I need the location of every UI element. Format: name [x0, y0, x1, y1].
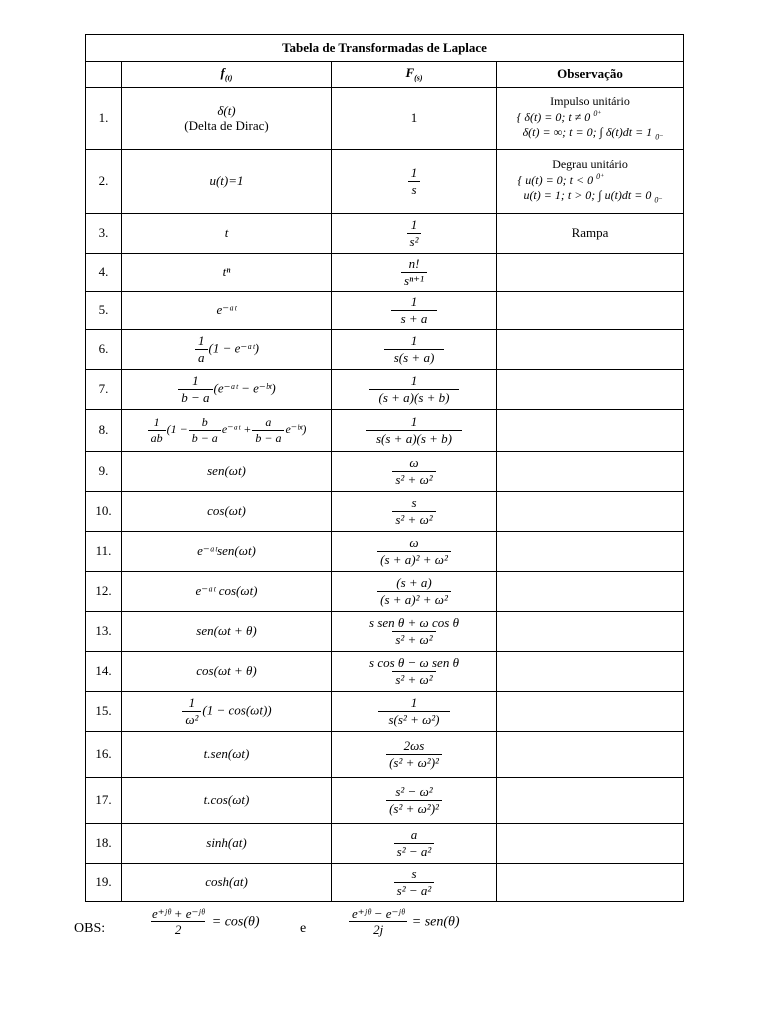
- laplace-table: [85, 34, 684, 902]
- row-number: 17.: [86, 778, 122, 824]
- laplace-transform: $\frac{s}{\text{s² + ω²}}$: [332, 492, 497, 532]
- time-function: $\frac{1}{b - a}$ (e⁻ᵃᵗ − e⁻ᵇᵗ): [122, 370, 332, 410]
- table-row: [86, 864, 684, 902]
- row-number: 12.: [86, 572, 122, 612]
- table-row: [86, 370, 684, 410]
- row-number: 9.: [86, 452, 122, 492]
- row-number: 13.: [86, 612, 122, 652]
- observation: [497, 692, 684, 732]
- table-row: [86, 452, 684, 492]
- observation: Rampa: [497, 214, 684, 254]
- observation: [497, 370, 684, 410]
- time-function: t: [122, 214, 332, 254]
- row-number: 16.: [86, 732, 122, 778]
- time-function: sinh(at): [122, 824, 332, 864]
- laplace-transform: $\frac{1}{s + a}$: [332, 292, 497, 330]
- laplace-transform: $\frac{(s + a)}{\text{(s + a)² + ω²}}$: [332, 572, 497, 612]
- time-function: $\frac{1}{\text{ω²}}$ (1 − cos(ωt)): [122, 692, 332, 732]
- time-function: cosh(at): [122, 864, 332, 902]
- laplace-transform: $\frac{s}{\text{s² − a²}}$: [332, 864, 497, 902]
- obs-footer: [0, 905, 768, 955]
- laplace-transform: $\frac{a}{\text{s² − a²}}$: [332, 824, 497, 864]
- laplace-transform: $\frac{1}{\text{s(s² + ω²)}}$: [332, 692, 497, 732]
- laplace-transform: $\frac{1}{s}$: [332, 150, 497, 214]
- table-row: [86, 692, 684, 732]
- table-row: [86, 572, 684, 612]
- observation: [497, 492, 684, 532]
- row-number: 10.: [86, 492, 122, 532]
- row-number: 7.: [86, 370, 122, 410]
- row-number: 15.: [86, 692, 122, 732]
- header-f: $f_{(t)}$: [122, 62, 332, 88]
- time-function: t.cos(ωt): [122, 778, 332, 824]
- row-number: 4.: [86, 254, 122, 292]
- euler-sen-formula: $\frac{\text{e⁺ʲᶿ − e⁻ʲᶿ}}{2j}$ = sen(θ): [348, 907, 460, 938]
- table-row: [86, 652, 684, 692]
- table-row: [86, 778, 684, 824]
- table-row: [86, 612, 684, 652]
- time-function: cos(ωt): [122, 492, 332, 532]
- header-obs: Observação: [497, 62, 684, 88]
- table-row: [86, 732, 684, 778]
- row-number: 18.: [86, 824, 122, 864]
- table-row: [86, 88, 684, 150]
- laplace-transform: $\frac{\omega}{\text{s² + ω²}}$: [332, 452, 497, 492]
- observation: [497, 572, 684, 612]
- table-row: [86, 150, 684, 214]
- observation: [497, 532, 684, 572]
- laplace-transform: 1: [332, 88, 497, 150]
- time-function: $\frac{1}{a}$ (1 − e⁻ᵃᵗ): [122, 330, 332, 370]
- table-row: [86, 824, 684, 864]
- observation: [497, 452, 684, 492]
- laplace-transform: $\frac{\text{s² − ω²}}{\text{(s² + ω²)²}}$: [332, 778, 497, 824]
- laplace-transform: $\frac{n!}{\text{sⁿ⁺¹}}$: [332, 254, 497, 292]
- row-number: 11.: [86, 532, 122, 572]
- observation: Impulso unitário { δ(t) = 0; t ≠ 0 $^{0^+}$ δ(t) = ∞; t = 0; ∫ δ(t)dt = 1 $_{0^-}$: [497, 88, 684, 150]
- row-number: 6.: [86, 330, 122, 370]
- row-number: 5.: [86, 292, 122, 330]
- observation: [497, 330, 684, 370]
- row-number: 14.: [86, 652, 122, 692]
- observation: Degrau unitário { u(t) = 0; t < 0 $^{0^+}$ u(t) = 1; t > 0; ∫ u(t)dt = 0 $_{0^-}$: [497, 150, 684, 214]
- observation: [497, 292, 684, 330]
- laplace-transform: $\frac{\text{s cos θ − ω sen θ}}{\text{s² + ω²}}$: [332, 652, 497, 692]
- header-number: [86, 62, 122, 88]
- laplace-transform: $\frac{2\omega s}{\text{(s² + ω²)²}}$: [332, 732, 497, 778]
- observation: [497, 778, 684, 824]
- time-function: e⁻ᵃᵗ cos(ωt): [122, 572, 332, 612]
- row-number: 2.: [86, 150, 122, 214]
- euler-cos-formula: $\frac{\text{e⁺ʲᶿ + e⁻ʲᶿ}}{2}$ = cos(θ): [152, 906, 260, 938]
- laplace-transform: $\frac{1}{s(s + a)}$: [332, 330, 497, 370]
- observation: [497, 254, 684, 292]
- observation: [497, 652, 684, 692]
- laplace-transform: $\frac{\omega}{\text{(s + a)² + ω²}}$: [332, 532, 497, 572]
- row-number: 8.: [86, 410, 122, 452]
- time-function: δ(t) (Delta de Dirac): [122, 88, 332, 150]
- obs-label: OBS:: [74, 921, 106, 936]
- obs-connector: e: [300, 921, 307, 936]
- table-row: [86, 532, 684, 572]
- observation: [497, 824, 684, 864]
- table-row: [86, 410, 684, 452]
- row-number: 1.: [86, 88, 122, 150]
- time-function: e⁻ᵃᵗ: [122, 292, 332, 330]
- table-row: [86, 254, 684, 292]
- function-note: (Delta de Dirac): [184, 117, 269, 133]
- observation: [497, 410, 684, 452]
- laplace-transform: $\frac{1}{(s + a)(s + b)}$: [332, 370, 497, 410]
- time-function: tⁿ: [122, 254, 332, 292]
- header-row: [86, 62, 684, 88]
- time-function: t.sen(ωt): [122, 732, 332, 778]
- time-function: u(t)=1: [122, 150, 332, 214]
- time-function: e⁻ᵃᵗsen(ωt): [122, 532, 332, 572]
- row-number: 19.: [86, 864, 122, 902]
- observation: [497, 612, 684, 652]
- table-row: [86, 492, 684, 532]
- time-function: sen(ωt + θ): [122, 612, 332, 652]
- time-function: sen(ωt): [122, 452, 332, 492]
- observation: [497, 732, 684, 778]
- table-row: [86, 292, 684, 330]
- observation: [497, 864, 684, 902]
- row-number: 3.: [86, 214, 122, 254]
- table-title: Tabela de Transformadas de Laplace: [86, 35, 684, 62]
- laplace-transform: $\frac{1}{\text{s²}}$: [332, 214, 497, 254]
- time-function: $\frac{1}{ab}$ (1 − $\frac{b}{b - a}$ e⁻ᵃᵗ + $\frac{a}{b - a}$ e⁻ᵇᵗ): [122, 410, 332, 452]
- laplace-transform: $\frac{\text{s sen θ + ω cos θ}}{\text{s² + ω²}}$: [332, 612, 497, 652]
- time-function: cos(ωt + θ): [122, 652, 332, 692]
- laplace-transform: $\frac{1}{s(s + a)(s + b)}$: [332, 410, 497, 452]
- table-row: [86, 330, 684, 370]
- table-row: [86, 214, 684, 254]
- header-F: $F_{(s)}$: [332, 62, 497, 88]
